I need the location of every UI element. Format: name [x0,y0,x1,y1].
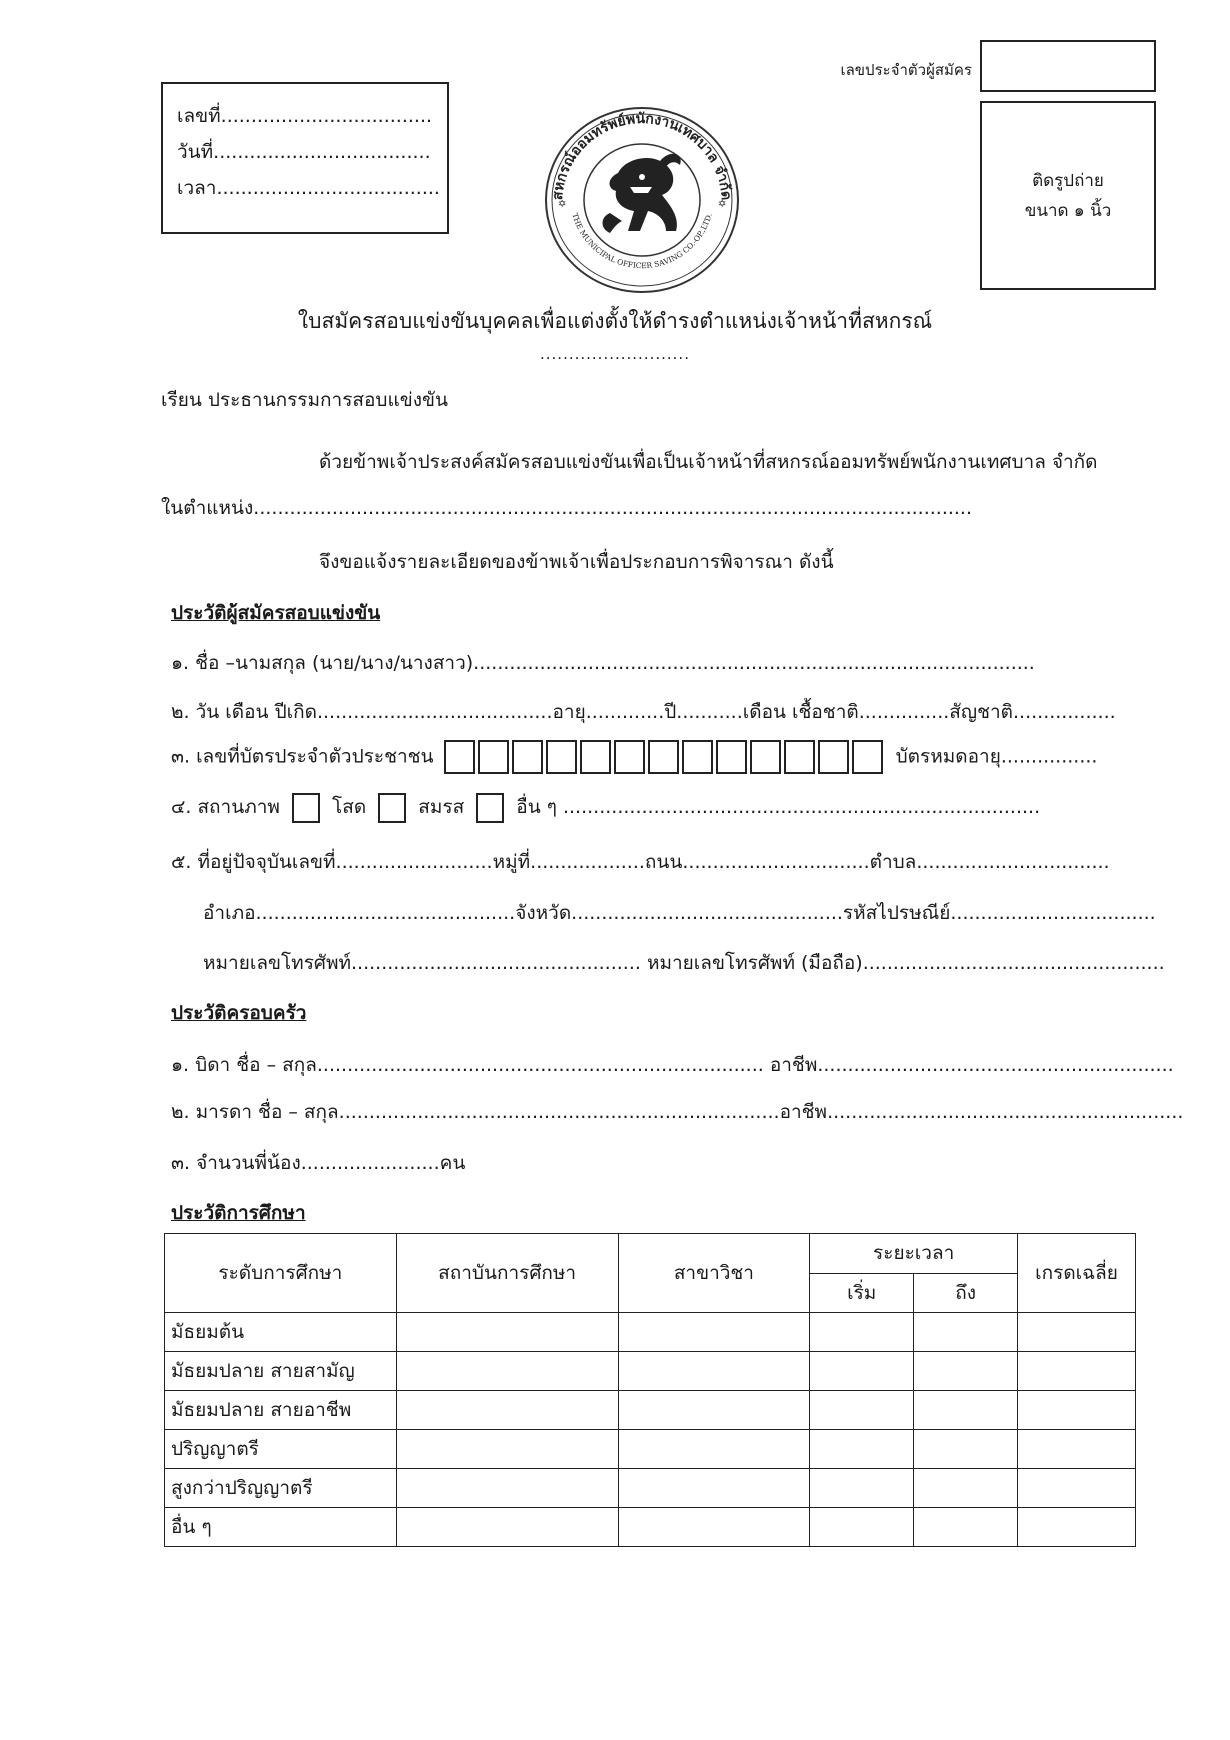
photo-box [980,101,1156,290]
education-table [164,1233,1136,1547]
photo-label: ติดรูปถ่าย [1032,170,1104,191]
education-heading: ประวัติการศึกษา [171,1202,306,1224]
row-institution-cell[interactable] [396,1430,618,1469]
seal-english-text: THE MUNICIPAL OFFICER SAVING CO.-OP.,LTD. [570,212,714,271]
father-field[interactable]: ๑. บิดา ชื่อ – สกุล.......................................................................... อาชีพ........................................................... [171,1054,1174,1076]
row-major-cell[interactable] [618,1430,810,1469]
row-end-cell[interactable] [914,1313,1018,1352]
row-end-cell[interactable] [914,1469,1018,1508]
row-end-cell[interactable] [914,1352,1018,1391]
row-start-cell[interactable] [810,1508,914,1547]
married-label: สมรส [418,796,465,818]
col-major: สาขาวิชา [618,1234,810,1313]
row-major-cell[interactable] [618,1313,810,1352]
col-institution: สถาบันการศึกษา [396,1234,618,1313]
table-row [165,1430,1136,1469]
salutation: เรียน ประธานกรรมการสอบแข่งขัน [161,389,448,411]
marital-status-label: ๔. สถานภาพ [171,796,280,818]
col-level: ระดับการศึกษา [165,1234,397,1313]
title-dots: .......................... [540,345,690,363]
row-start-cell[interactable] [810,1391,914,1430]
receipt-time: เวลา..................................... [177,177,440,199]
row-gpa-cell[interactable] [1018,1313,1136,1352]
svg-text:✡: ✡ [558,199,567,210]
row-institution-cell[interactable] [396,1313,618,1352]
single-checkbox[interactable] [292,793,320,823]
table-row [165,1313,1136,1352]
mother-field[interactable]: ๒. มารดา ชื่อ – สกุล.........................................................................อาชีพ........................................................... [171,1101,1184,1123]
row-major-cell[interactable] [618,1469,810,1508]
row-level: ปริญญาตรี [165,1430,397,1469]
applicant-birth-field[interactable]: ๒. วัน เดือน ปีเกิด.......................................อายุ.............ปี...........เดือน เชื้อชาติ...............สัญชาติ................. [171,701,1116,723]
receipt-date: วันที่.................................... [177,141,431,163]
cooperative-seal-logo [530,95,755,295]
row-start-cell[interactable] [810,1469,914,1508]
table-row [165,1508,1136,1547]
receipt-box [161,82,449,234]
row-level: มัธยมปลาย สายอาชีพ [165,1391,397,1430]
marital-status-row [171,792,1040,823]
row-gpa-cell[interactable] [1018,1352,1136,1391]
intro-position-line[interactable]: ในตำแหน่ง....................................................................................................................... [161,497,973,519]
row-institution-cell[interactable] [396,1352,618,1391]
single-label: โสด [332,796,367,818]
row-gpa-cell[interactable] [1018,1508,1136,1547]
applicant-id-field[interactable] [980,40,1156,92]
row-level: สูงกว่าปริญญาตรี [165,1469,397,1508]
col-gpa: เกรดเฉลี่ย [1018,1234,1136,1313]
col-end: ถึง [914,1273,1018,1313]
row-end-cell[interactable] [914,1430,1018,1469]
row-gpa-cell[interactable] [1018,1430,1136,1469]
applicant-name-field[interactable]: ๑. ชื่อ –นามสกุล (นาย/นาง/นางสาว)............................................................................................. [171,652,1035,674]
id-card-digit-boxes[interactable] [444,740,886,774]
row-gpa-cell[interactable] [1018,1391,1136,1430]
row-major-cell[interactable] [618,1352,810,1391]
applicant-id-row [171,740,1097,774]
other-status-checkbox[interactable] [476,793,504,823]
row-gpa-cell[interactable] [1018,1469,1136,1508]
applicant-heading: ประวัติผู้สมัครสอบแข่งขัน [171,602,381,624]
id-card-expiry-field[interactable]: บัตรหมดอายุ................ [895,745,1098,768]
seal-thai-text: สหกรณ์ออมทรัพย์พนักงานเทศบาล จำกัด [549,110,735,201]
svg-text:✡: ✡ [718,199,727,210]
row-level: อื่น ๆ [165,1508,397,1547]
form-title: ใบสมัครสอบแข่งขันบุคคลเพื่อแต่งตั้งให้ดำรงตำแหน่งเจ้าหน้าที่สหกรณ์ [297,309,933,333]
photo-size: ขนาด ๑ นิ้ว [1024,200,1112,221]
row-institution-cell[interactable] [396,1508,618,1547]
intro-line-3: จึงขอแจ้งรายละเอียดของข้าพเจ้าเพื่อประกอบการพิจารณา ดังนี้ [319,551,834,573]
other-status-field[interactable]: อื่น ๆ ............................................................................... [516,796,1041,818]
row-major-cell[interactable] [618,1508,810,1547]
row-start-cell[interactable] [810,1430,914,1469]
row-start-cell[interactable] [810,1352,914,1391]
row-major-cell[interactable] [618,1391,810,1430]
table-row [165,1391,1136,1430]
married-checkbox[interactable] [378,793,406,823]
phone-line[interactable]: หมายเลขโทรศัพท์................................................ หมายเลขโทรศัพท์ (มือถือ).................................................. [203,952,1165,974]
id-card-label: ๓. เลขที่บัตรประจำตัวประชาชน [171,745,434,768]
receipt-number: เลขที่................................... [177,105,433,127]
applicant-id-label: เลขประจำตัวผู้สมัคร [840,61,972,79]
address-line-1[interactable]: ๕. ที่อยู่ปัจจุบันเลขที่..........................หมู่ที่...................ถนน...............................ตำบล................................ [171,851,1110,873]
siblings-field[interactable]: ๓. จำนวนพี่น้อง.......................คน [171,1152,466,1174]
address-line-2[interactable]: อำเภอ...........................................จังหวัด.............................................รหัสไปรษณีย์.................................. [203,902,1156,924]
row-institution-cell[interactable] [396,1391,618,1430]
row-start-cell[interactable] [810,1313,914,1352]
intro-line-1: ด้วยข้าพเจ้าประสงค์สมัครสอบแข่งขันเพื่อเป็นเจ้าหน้าที่สหกรณ์ออมทรัพย์พนักงานเทศบาล จำกัด [319,451,1098,473]
row-end-cell[interactable] [914,1508,1018,1547]
col-period: ระยะเวลา [810,1234,1018,1274]
family-heading: ประวัติครอบครัว [171,1002,307,1024]
row-institution-cell[interactable] [396,1469,618,1508]
row-level: มัธยมต้น [165,1313,397,1352]
col-start: เริ่ม [810,1273,914,1313]
row-end-cell[interactable] [914,1391,1018,1430]
row-level: มัธยมปลาย สายสามัญ [165,1352,397,1391]
table-row [165,1352,1136,1391]
table-row [165,1469,1136,1508]
